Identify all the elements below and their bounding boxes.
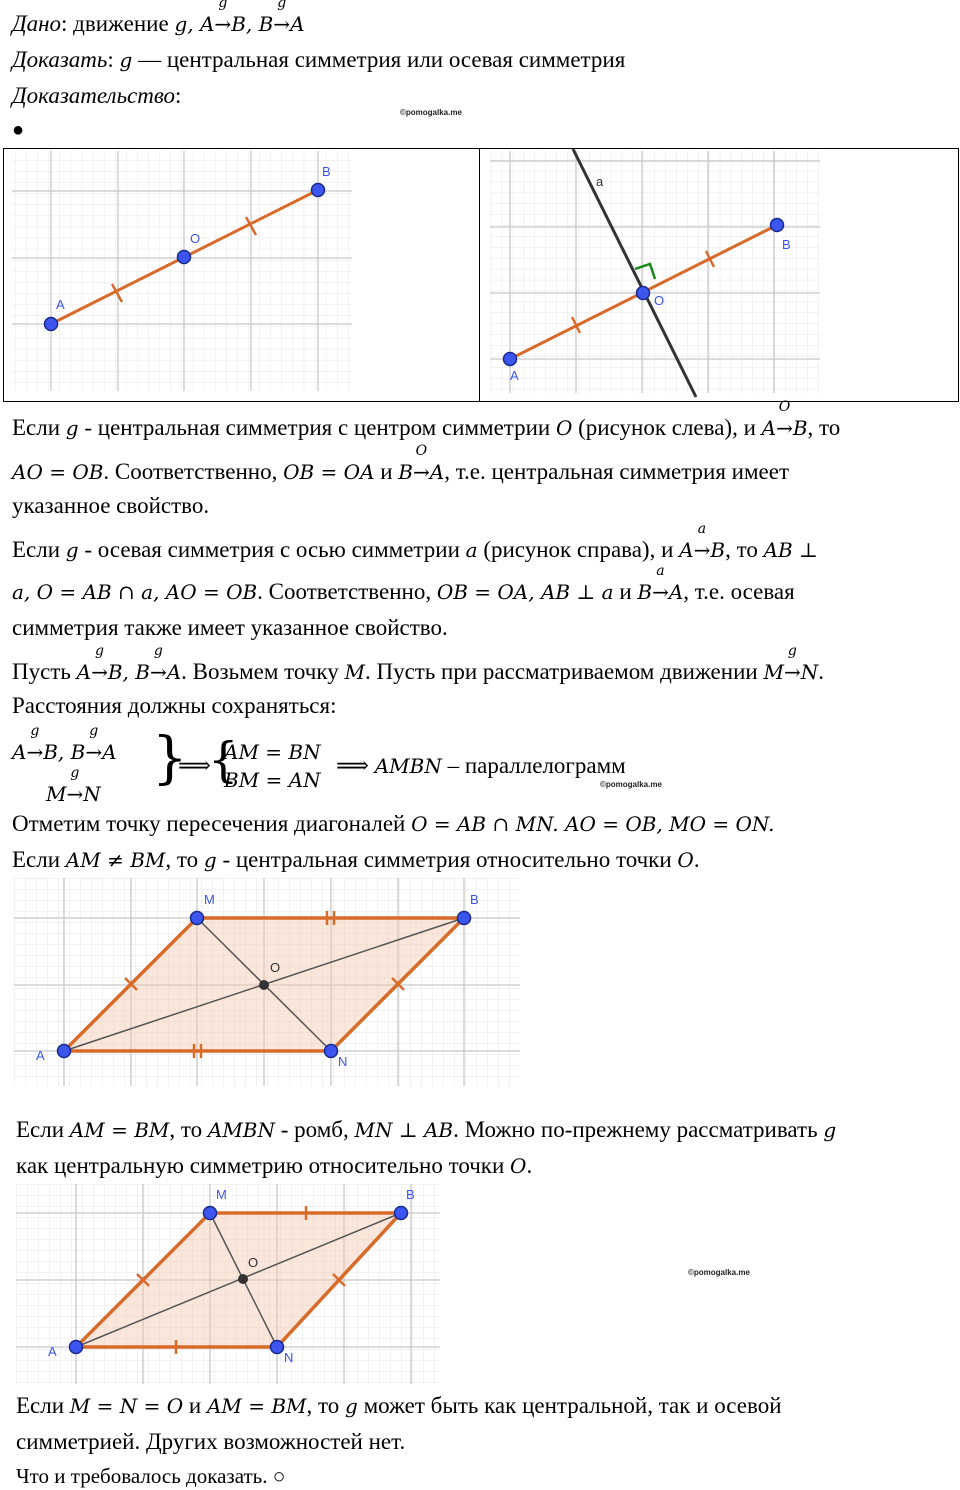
figure-rhombus-svg (16, 1184, 440, 1384)
proof-label: Доказательство (12, 83, 176, 108)
para6-line3: Что и требовалось доказать. ○ (16, 1464, 286, 1488)
label-M: M (204, 892, 215, 907)
label-O: O (248, 1255, 259, 1270)
label-A: A (510, 368, 519, 383)
figure-parallelogram-svg (14, 878, 520, 1086)
label-A: A (56, 297, 65, 312)
figure-central-symmetry-svg (4, 149, 480, 401)
label-B: B (322, 164, 331, 179)
point-O (238, 1274, 248, 1284)
para2-line3: симметрия также имеет указанное свойство. (12, 615, 448, 640)
para3-line1: Пусть A g →B, B g →A. Возьмем точку M. Пусть при рассматриваемом движении M g →N. (12, 643, 824, 684)
figure-rhombus (16, 1184, 440, 1384)
point-A (58, 1045, 71, 1058)
given-label: Дано (12, 11, 62, 36)
point-B (771, 219, 784, 232)
watermark: ©pomogalka.me (600, 780, 662, 789)
point-O (259, 980, 269, 990)
para4-line1: Отметим точку пересечения диагоналей O = AB ∩ MN. AO = OB, MO = ON. (12, 811, 775, 836)
label-N: N (338, 1054, 348, 1069)
watermark: ©pomogalka.me (400, 108, 462, 117)
label-M: M (216, 1187, 227, 1202)
para1-line1: Если g - центральная симметрия с центром симметрии O (рисунок слева), и A O →B, то (12, 399, 841, 440)
point-M (191, 912, 204, 925)
para3-line2: Расстояния должны сохраняться: (12, 693, 337, 718)
point-B (395, 1207, 408, 1220)
left-brace: { (208, 732, 239, 788)
label-N: N (284, 1350, 294, 1365)
point-O (637, 287, 650, 300)
point-A (504, 353, 517, 366)
para4-line2: Если AM ≠ BM, то g - центральная симметрия относительно точки O. (12, 847, 700, 872)
right-brace: } (152, 726, 188, 791)
label-B: B (782, 237, 791, 252)
para2-line1: Если g - осевая симметрия с осью симметрии a (рисунок справа), и A a →B, то AB ⊥ (12, 521, 818, 562)
para5-line2: как центральную симметрию относительно точки O. (16, 1153, 533, 1178)
prove-line: Доказать: g — центральная симметрия или осевая симметрия (12, 47, 626, 72)
label-O: O (270, 960, 281, 975)
figure-axial-symmetry (479, 148, 959, 402)
figure-axial-symmetry-svg (480, 149, 958, 401)
label-A: A (36, 1048, 45, 1063)
label-A: A (48, 1344, 57, 1359)
label-O: O (190, 231, 201, 246)
prove-label: Доказать (12, 47, 108, 72)
para1-line2: AO = OB. Соответственно, OB = OA и B O →A, т.е. центральная симметрия имеет (12, 443, 790, 484)
point-B (458, 912, 471, 925)
point-N (325, 1045, 338, 1058)
proof-line: Доказательство: (12, 83, 182, 108)
label-B: B (470, 892, 479, 907)
implies-1: ⟹ (178, 753, 211, 778)
para6-line1: Если M = N = O и AM = BM, то g может быть как центральной, так и осевой (16, 1393, 782, 1418)
figure-parallelogram (14, 878, 520, 1086)
para1-line3: указанное свойство. (12, 493, 210, 518)
para2-line2: a, O = AB ∩ a, AO = OB. Соответственно, OB = OA, AB ⊥ a и B a →A, т.е. осевая (12, 563, 795, 604)
figure-central-symmetry (3, 148, 481, 402)
point-A (70, 1341, 83, 1354)
para5-line1: Если AM = BM, то AMBN - ромб, MN ⊥ AB. Можно по-прежнему рассматривать g (16, 1117, 837, 1142)
label-O: O (654, 293, 665, 308)
point-O (178, 251, 191, 264)
watermark: ©pomogalka.me (688, 1268, 750, 1277)
para6-line2: симметрией. Других возможностей нет. (16, 1429, 406, 1454)
given-line: Дано: движение g, A g →B, B g →A (12, 0, 305, 36)
point-N (271, 1341, 284, 1354)
point-B (312, 184, 325, 197)
bullet: ● (12, 119, 25, 141)
point-A (45, 318, 58, 331)
label-B: B (406, 1187, 415, 1202)
label-axis-a: a (596, 174, 604, 189)
point-M (204, 1207, 217, 1220)
